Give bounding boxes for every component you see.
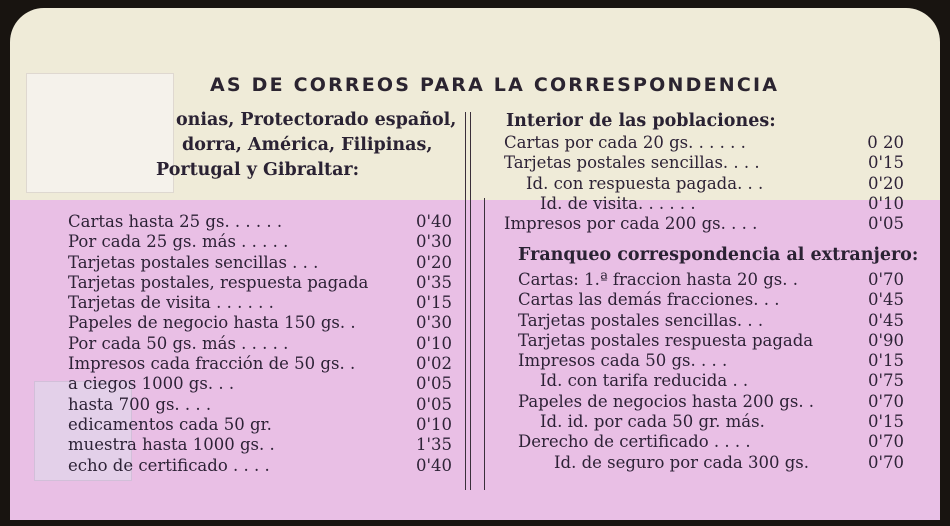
tariff-row xyxy=(518,432,904,452)
tariff-row xyxy=(518,290,904,310)
tariff-price: 0'20 xyxy=(867,173,904,193)
tariff-row xyxy=(68,334,452,354)
tariff-row xyxy=(68,415,452,435)
tariff-price: 0'15 xyxy=(867,153,904,173)
tariff-label: Id. de visita. . . . . . xyxy=(540,193,696,213)
tariff-label: Id. id. por cada 50 gr. más. xyxy=(540,412,765,432)
tariff-label: Id. con tarifa reducida . . xyxy=(540,371,749,391)
tariff-label: muestra hasta 1000 gs. . xyxy=(68,435,275,455)
tariff-label: echo de certificado . . . . xyxy=(68,455,270,475)
tariff-row xyxy=(518,412,904,432)
tariff-card xyxy=(10,8,940,520)
tariff-price: 0'15 xyxy=(415,293,452,313)
tariff-price: 0'10 xyxy=(867,193,904,213)
tariff-price: 0'90 xyxy=(867,330,904,350)
tariff-label: Id. con respuesta pagada. . . xyxy=(526,173,764,193)
left-header-line: Portugal y Gibraltar: xyxy=(156,160,360,180)
tariff-label: Tarjetas postales sencillas. . . xyxy=(518,310,764,330)
left-header-line: onias, Protectorado español, xyxy=(176,110,457,130)
tariff-row xyxy=(504,153,904,173)
tariff-row xyxy=(504,214,904,234)
tariff-label: Cartas hasta 25 gs. . . . . . xyxy=(68,212,283,231)
tariff-price: 0 20 xyxy=(867,133,904,152)
tariff-row xyxy=(68,212,452,232)
tariff-price: 0'05 xyxy=(415,374,452,394)
tariff-row xyxy=(68,395,452,415)
tariff-price: 0'15 xyxy=(867,412,904,432)
tariff-label: Impresos cada 50 gs. . . . xyxy=(518,351,728,371)
tariff-label: Impresos cada fracción de 50 gs. . xyxy=(68,354,356,374)
tariff-price: 0'75 xyxy=(867,371,904,391)
tariff-row xyxy=(518,270,904,290)
tariff-row xyxy=(68,293,452,313)
tariff-label: Por cada 50 gs. más . . . . . xyxy=(68,333,289,353)
tariff-label: Tarjetas postales sencillas . . . xyxy=(68,252,319,272)
tariff-price: 0'02 xyxy=(415,354,452,374)
tariff-label: edicamentos cada 50 gr. xyxy=(68,414,272,434)
tariff-row xyxy=(518,453,904,473)
tariff-label: Impresos por cada 200 gs. . . . xyxy=(504,214,758,234)
tariff-price: 0'70 xyxy=(867,270,904,289)
tariff-price: 0'45 xyxy=(867,290,904,310)
tariff-row xyxy=(68,354,452,374)
tariff-row xyxy=(68,374,452,394)
left-tariff-list xyxy=(68,212,452,476)
tariff-label: Cartas las demás fracciones. . . xyxy=(518,290,780,310)
foreign-heading: Franqueo correspondencia al extranjero: xyxy=(518,245,919,265)
interior-heading: Interior de las poblaciones: xyxy=(506,111,776,131)
tariff-price: 0'30 xyxy=(415,313,452,333)
column-divider xyxy=(465,112,466,490)
tariff-price: 0'15 xyxy=(867,351,904,371)
foreign-tariff-list xyxy=(518,270,904,473)
tariff-row xyxy=(518,331,904,351)
tariff-row xyxy=(518,311,904,331)
tariff-row xyxy=(68,253,452,273)
tariff-label: hasta 700 gs. . . . xyxy=(68,394,212,414)
tariff-price: 0'05 xyxy=(415,394,452,414)
tariff-label: a ciegos 1000 gs. . . xyxy=(68,374,235,394)
tariff-label: Papeles de negocios hasta 200 gs. . xyxy=(518,391,815,411)
tariff-label: Cartas: 1.ª fraccion hasta 20 gs. . xyxy=(518,270,798,289)
tariff-label: Tarjetas postales, respuesta pagada xyxy=(68,272,369,292)
tariff-price: 0'70 xyxy=(867,452,904,472)
tariff-label: Tarjetas postales sencillas. . . . xyxy=(504,153,760,173)
tariff-row xyxy=(68,456,452,476)
tariff-price: 0'45 xyxy=(867,310,904,330)
tariff-price: 0'40 xyxy=(415,455,452,475)
tariff-price: 0'10 xyxy=(415,414,452,434)
column-divider xyxy=(470,112,471,490)
tariff-price: 0'05 xyxy=(867,214,904,234)
tariff-price: 0'40 xyxy=(415,212,452,231)
tariff-price: 0'70 xyxy=(867,391,904,411)
tariff-label: Tarjetas postales respuesta pagada xyxy=(518,330,814,350)
tariff-row xyxy=(518,351,904,371)
tariff-price: 0'70 xyxy=(867,432,904,452)
page-title: AS DE CORREOS PARA LA CORRESPONDENCIA xyxy=(210,74,780,96)
tariff-row xyxy=(68,232,452,252)
tariff-price: 0'35 xyxy=(415,272,452,292)
interior-tariff-list xyxy=(504,133,904,234)
tariff-label: Derecho de certificado . . . . xyxy=(518,432,751,452)
tariff-price: 0'30 xyxy=(415,232,452,252)
tariff-row xyxy=(518,392,904,412)
left-header xyxy=(156,108,457,183)
tariff-label: Por cada 25 gs. más . . . . . xyxy=(68,232,289,252)
tariff-row xyxy=(504,174,904,194)
column-divider xyxy=(484,198,485,490)
tariff-price: 0'20 xyxy=(415,252,452,272)
tariff-label: Id. de seguro por cada 300 gs. xyxy=(554,452,809,472)
tariff-row xyxy=(504,194,904,214)
tariff-label: Papeles de negocio hasta 150 gs. . xyxy=(68,313,356,333)
tariff-row xyxy=(518,371,904,391)
left-header-line: dorra, América, Filipinas, xyxy=(182,135,433,155)
stamp-patch-top xyxy=(26,73,174,193)
tariff-row xyxy=(68,435,452,455)
tariff-label: Cartas por cada 20 gs. . . . . . xyxy=(504,133,746,152)
tariff-row xyxy=(68,273,452,293)
tariff-row xyxy=(504,133,904,153)
tariff-price: 1'35 xyxy=(415,435,452,455)
tariff-label: Tarjetas de visita . . . . . . xyxy=(68,293,274,313)
tariff-price: 0'10 xyxy=(415,333,452,353)
tariff-row xyxy=(68,313,452,333)
